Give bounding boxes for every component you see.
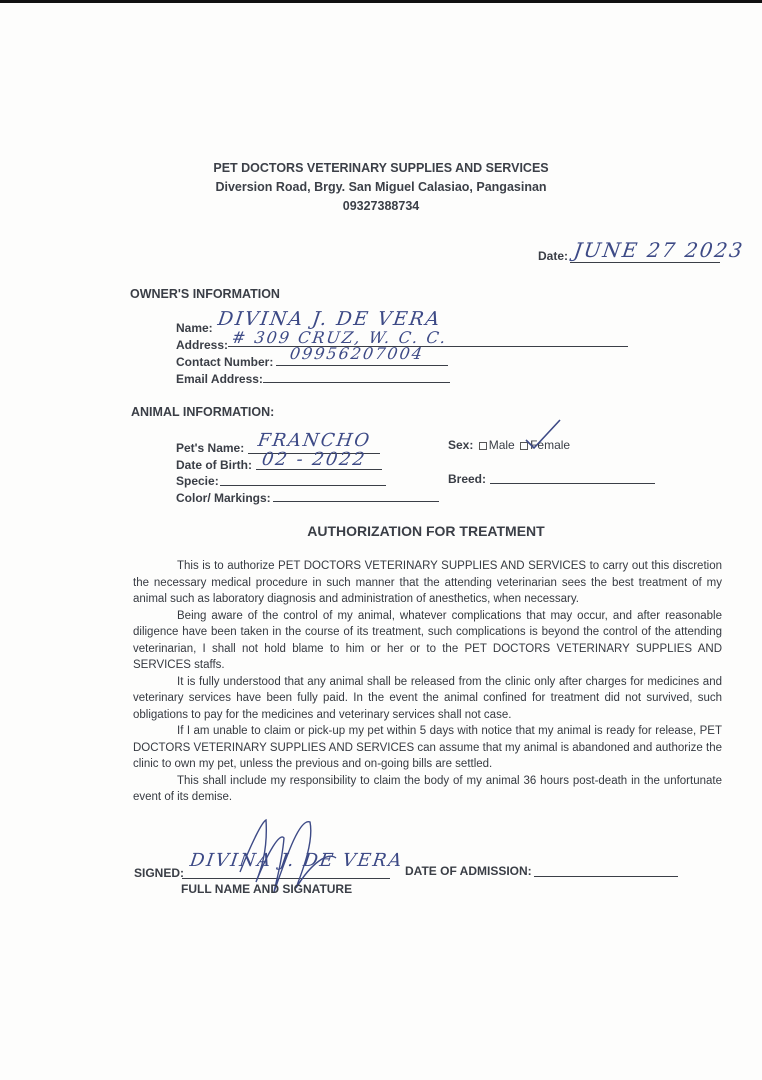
animal-section-title: ANIMAL INFORMATION: bbox=[131, 405, 275, 419]
admission-date-label: DATE OF ADMISSION: bbox=[405, 864, 532, 878]
authorization-paragraph-1: This is to authorize PET DOCTORS VETERINARY SUPPLIES AND SERVICES to carry out this discretion the necessary medical procedure in such manner that the attending veterinarian sees the best treatment of my animal such as laboratory diagnosis and administration of anesthetics, when necessary. bbox=[133, 560, 722, 605]
color-markings-underline bbox=[273, 501, 439, 502]
owner-contact-value[interactable]: 09956207004 bbox=[288, 344, 426, 363]
specie-underline bbox=[220, 485, 386, 486]
specie-label: Specie: bbox=[176, 474, 219, 488]
breed-label: Breed: bbox=[448, 472, 487, 486]
authorization-paragraph-4: If I am unable to claim or pick-up my pet within 5 days with notice that my animal is ready for release, PET DOCTORS VETERINARY SUPPLIES AND SERVICES can assume that my animal is abandoned and authorize the clinic to own my pet, unless the previous and on-going bills are settled. bbox=[133, 725, 722, 770]
business-address: Diversion Road, Brgy. San Miguel Calasiao, Pangasinan bbox=[215, 180, 547, 194]
owner-address-value[interactable]: # 309 CRUZ, W. C. C. bbox=[230, 328, 449, 347]
authorization-paragraph-3: It is fully understood that any animal shall be released from the clinic only after charges for medicines and veterinary services have been fully paid. In the event the animal confined for treatment did not survived, such obligations to pay for the medicines and veterinary services shall not case. bbox=[133, 675, 722, 721]
sex-label: Sex: bbox=[448, 438, 474, 452]
sex-female-label: Female bbox=[530, 438, 571, 452]
authorization-paragraph-5: This shall include my responsibility to claim the body of my animal 36 hours post-death in the unfortunate event of its demise. bbox=[133, 774, 722, 803]
owner-contact-label: Contact Number: bbox=[176, 355, 274, 369]
business-name: PET DOCTORS VETERINARY SUPPLIES AND SERVICES bbox=[213, 161, 549, 175]
breed-underline bbox=[490, 483, 655, 484]
owner-contact-underline bbox=[276, 365, 448, 366]
owner-address-label: Address: bbox=[176, 338, 229, 352]
date-underline bbox=[570, 262, 720, 263]
authorization-body bbox=[133, 558, 722, 806]
owner-name-label: Name: bbox=[176, 321, 213, 335]
pet-name-value[interactable]: FRANCHO bbox=[256, 430, 373, 451]
authorization-title: AUTHORIZATION FOR TREATMENT bbox=[307, 523, 545, 539]
sex-male-label: Male bbox=[488, 438, 515, 452]
owner-email-label: Email Address: bbox=[176, 372, 263, 386]
dob-value[interactable]: 02 - 2022 bbox=[260, 449, 368, 470]
female-check-mark-icon bbox=[524, 418, 564, 452]
pet-name-label: Pet's Name: bbox=[176, 441, 245, 455]
sex-male-checkbox[interactable] bbox=[479, 442, 487, 450]
color-markings-label: Color/ Markings: bbox=[176, 491, 271, 505]
signed-label: SIGNED: bbox=[134, 866, 185, 880]
date-value[interactable]: JUNE 27 2023 bbox=[572, 238, 746, 262]
date-label: Date: bbox=[538, 249, 569, 263]
owner-email-underline bbox=[263, 382, 450, 383]
scan-top-edge bbox=[0, 0, 762, 3]
full-name-signature-label: FULL NAME AND SIGNATURE bbox=[181, 882, 353, 896]
dob-label: Date of Birth: bbox=[176, 458, 252, 472]
signed-name-value[interactable]: DIVINA J. DE VERA bbox=[188, 850, 405, 871]
owner-name-value[interactable]: DIVINA J. DE VERA bbox=[216, 308, 443, 330]
owner-section-title: OWNER'S INFORMATION bbox=[130, 287, 280, 301]
admission-date-underline bbox=[534, 876, 678, 877]
business-phone: 09327388734 bbox=[342, 199, 420, 213]
authorization-paragraph-2: Being aware of the control of my animal, whatever complications that may occur, and after reasonable diligence have been taken in the course of its treatment, such complications is beyond the control of the attending veterinarian, I shall not hold blame to him or her or to the PET DOCTORS VETERINARY SUPPLIES AND SERVICES staffs. bbox=[133, 609, 722, 671]
